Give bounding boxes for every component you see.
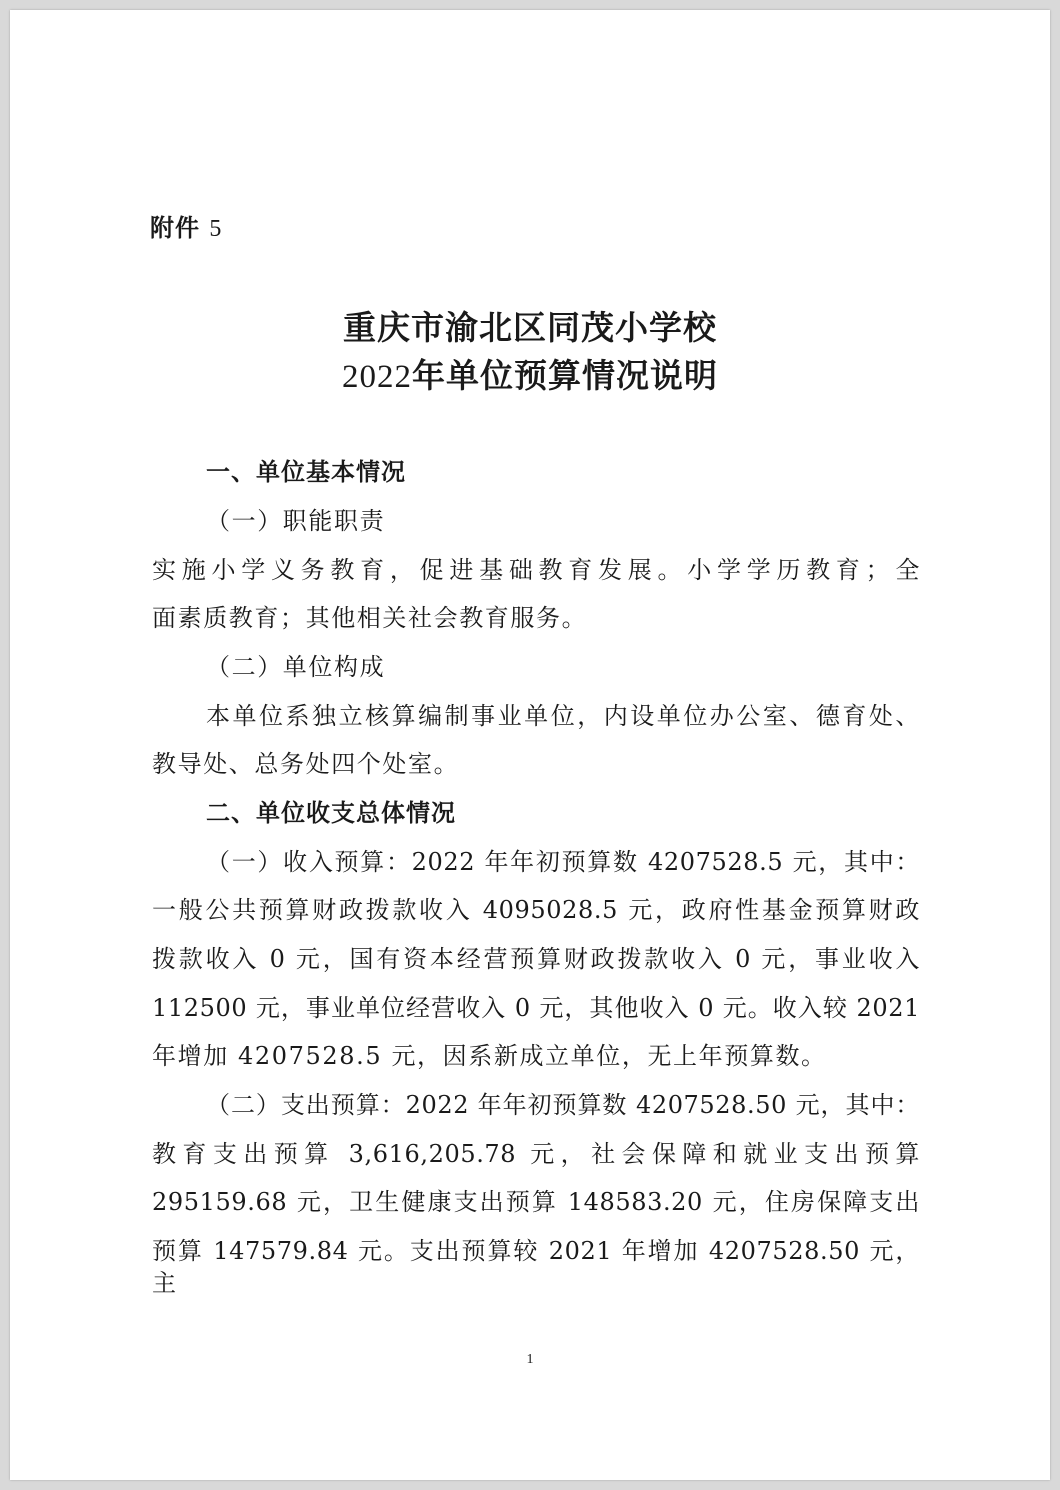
section2-heading: 二、单位收支总体情况 — [206, 799, 456, 827]
paragraph1-line2: 面素质教育；其他相关社会教育服务。 — [152, 604, 588, 632]
attachment-label — [150, 208, 222, 243]
sub1-heading: （一）职能职责 — [206, 507, 386, 535]
paragraph2-line2: 教导处、总务处四个处室。 — [152, 750, 460, 778]
document-title-line1: 重庆市渝北区同茂小学校 — [343, 308, 717, 347]
attachment-label-text: 附件 — [150, 214, 200, 242]
paragraph4-line3: 295159.68 元，卫生健康支出预算 148583.20 元，住房保障支出 — [152, 1188, 920, 1216]
section1-heading: 一、单位基本情况 — [206, 458, 406, 486]
document-page — [10, 10, 1050, 1480]
paragraph2-line1: 本单位系独立核算编制事业单位，内设单位办公室、德育处、 — [206, 702, 920, 730]
title-year: 2022 — [342, 359, 412, 395]
document-title-line2 — [10, 350, 1050, 397]
paragraph4-line2: 教育支出预算 3,616,205.78 元，社会保障和就业支出预算 — [152, 1140, 920, 1168]
title-rest: 年单位预算情况说明 — [412, 356, 718, 395]
paragraph4-line1: （二）支出预算：2022 年年初预算数 4207528.50 元，其中： — [206, 1091, 920, 1119]
attachment-number: 5 — [209, 216, 223, 242]
paragraph3-line4: 112500 元，事业单位经营收入 0 元，其他收入 0 元。收入较 2021 — [152, 994, 920, 1022]
sub2-heading: （二）单位构成 — [206, 653, 386, 681]
paragraph1-line1: 实施小学义务教育，促进基础教育发展。小学学历教育；全 — [152, 556, 920, 584]
paragraph3-line1: （一）收入预算：2022 年年初预算数 4207528.5 元，其中： — [206, 848, 920, 876]
paragraph3-line2: 一般公共预算财政拨款收入 4095028.5 元，政府性基金预算财政 — [152, 896, 920, 924]
page-number: 1 — [526, 1352, 534, 1367]
paragraph4-line4: 预算 147579.84 元。支出预算较 2021 年增加 4207528.50 元，主 — [152, 1237, 920, 1297]
paragraph3-line5: 年增加 4207528.5 元，因系新成立单位，无上年预算数。 — [152, 1042, 827, 1070]
paragraph3-line3: 拨款收入 0 元，国有资本经营预算财政拨款收入 0 元，事业收入 — [152, 945, 920, 973]
